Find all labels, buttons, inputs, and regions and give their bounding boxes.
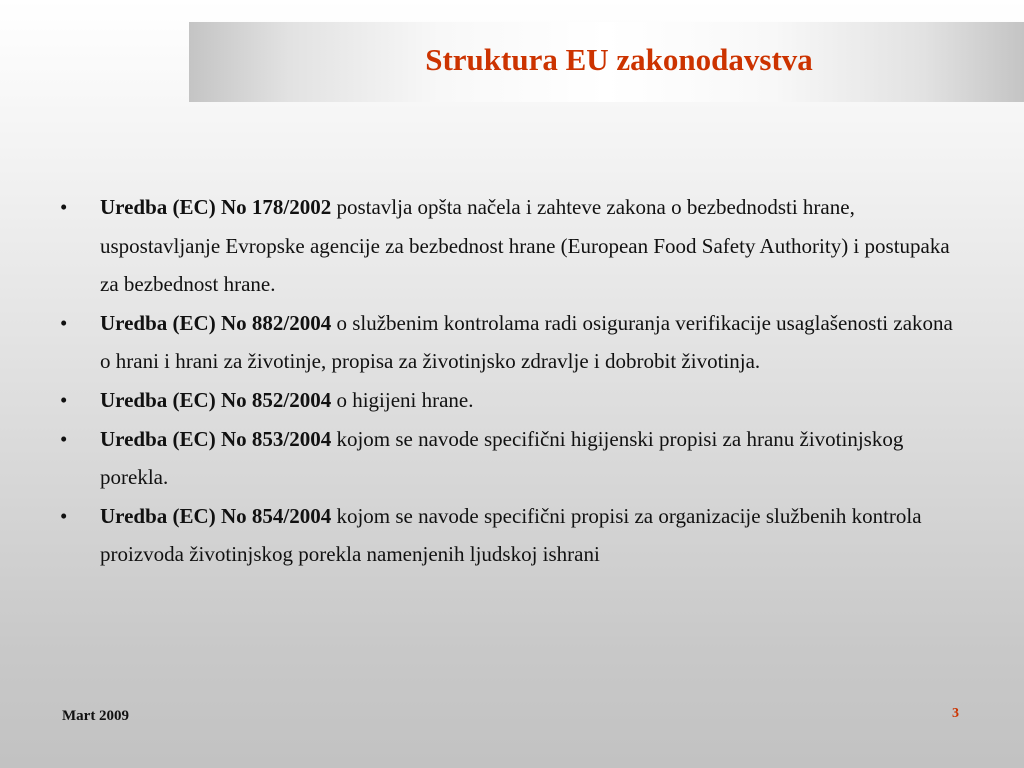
page-number: 3 (952, 706, 959, 721)
regulation-name: Uredba (EC) No 853/2004 (100, 426, 332, 451)
bullet-item (60, 188, 960, 304)
bullet-dot: • (60, 503, 68, 528)
bullet-item (60, 381, 960, 420)
bullet-item (60, 497, 960, 574)
regulation-description: kojom se navode specifični higijenski propisi za hranu životinjskog porekla. (100, 426, 904, 490)
slide-title: Struktura EU zakonodavstva (425, 42, 813, 77)
bullet-dot: • (60, 310, 68, 335)
regulation-description: kojom se navode specifični propisi za organizacije službenih kontrola proizvoda životinjskog porekla namenjenih ljudskoj ishrani (100, 503, 922, 567)
regulation-name: Uredba (EC) No 882/2004 (100, 310, 332, 335)
footer-date: Mart 2009 (62, 708, 130, 724)
regulation-name: Uredba (EC) No 178/2002 (100, 195, 332, 219)
bullet-dot: • (60, 195, 68, 219)
bullet-dot: • (60, 387, 68, 412)
bullet-item (60, 420, 960, 497)
regulation-description: o higijeni hrane. (331, 387, 474, 412)
regulation-name: Uredba (EC) No 854/2004 (100, 503, 332, 528)
regulation-description: o službenim kontrolama radi osiguranja verifikacije usaglašenosti zakona o hrani i hrani za životinje, propisa za životinjsko zdravlje i dobrobit životinja. (100, 310, 953, 374)
regulation-name: Uredba (EC) No 852/2004 (100, 387, 332, 412)
regulation-description: postavlja opšta načela i zahteve zakona o bezbednodsti hrane, uspostavljanje Evropske agencije za bezbednost hrane (European Food Safety Authority) i postupaka za bezbednost hrane. (100, 195, 950, 297)
bullet-dot: • (60, 426, 68, 451)
bullet-list (60, 188, 960, 574)
bullet-item (60, 304, 960, 381)
